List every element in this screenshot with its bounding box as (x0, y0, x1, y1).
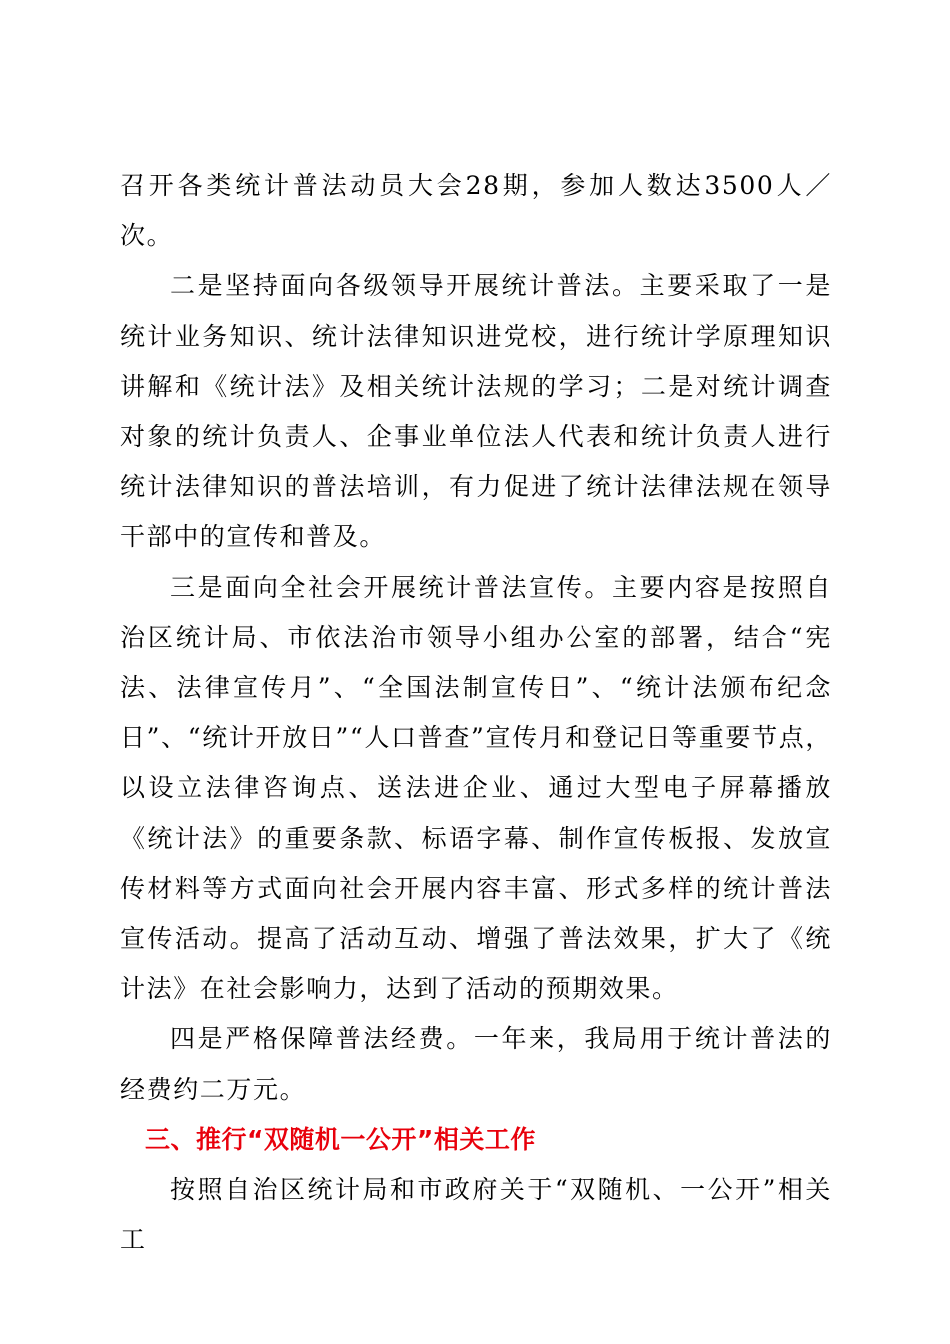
paragraph-double-random: 按照自治区统计局和市政府关于“双随机、一公开”相关工 (120, 1175, 832, 1255)
section-heading: 三、推行“双随机一公开”相关工作 (145, 1124, 536, 1154)
paragraph-public-campaign: 三是面向全社会开展统计普法宣传。主要内容是按照自治区统计局、市依法治市领导小组办公室的部署，结合“宪法、法律宣传月”、“全国法制宣传日”、“统计法颁布纪念日”、“统计开放日”“人口普查”宣传月和登记日等重要节点，以设立法律咨询点、送法进企业、通过大型电子屏幕播放《统计法》的重要条款、标语字幕、制作宣传板报、发放宣传材料等方式面向社会开展内容丰富、形式多样的统计普法宣传活动。提高了活动互动、增强了普法效果，扩大了《统计法》在社会影响力，达到了活动的预期效果。 (120, 572, 832, 1004)
document-body (120, 161, 832, 1265)
paragraph-leaders-education: 二是坚持面向各级领导开展统计普法。主要采取了一是统计业务知识、统计法律知识进党校，进行统计学原理知识讲解和《统计法》及相关统计法规的学习；二是对统计调查对象的统计负责人、企事业单位法人代表和统计负责人进行统计法律知识的普法培训，有力促进了统计法律法规在领导干部中的宣传和普及。 (120, 271, 832, 552)
paragraph-funding: 四是严格保障普法经费。一年来，我局用于统计普法的经费约二万元。 (120, 1024, 832, 1104)
paragraph-continuation: 召开各类统计普法动员大会28期，参加人数达3500人／次。 (120, 171, 832, 251)
